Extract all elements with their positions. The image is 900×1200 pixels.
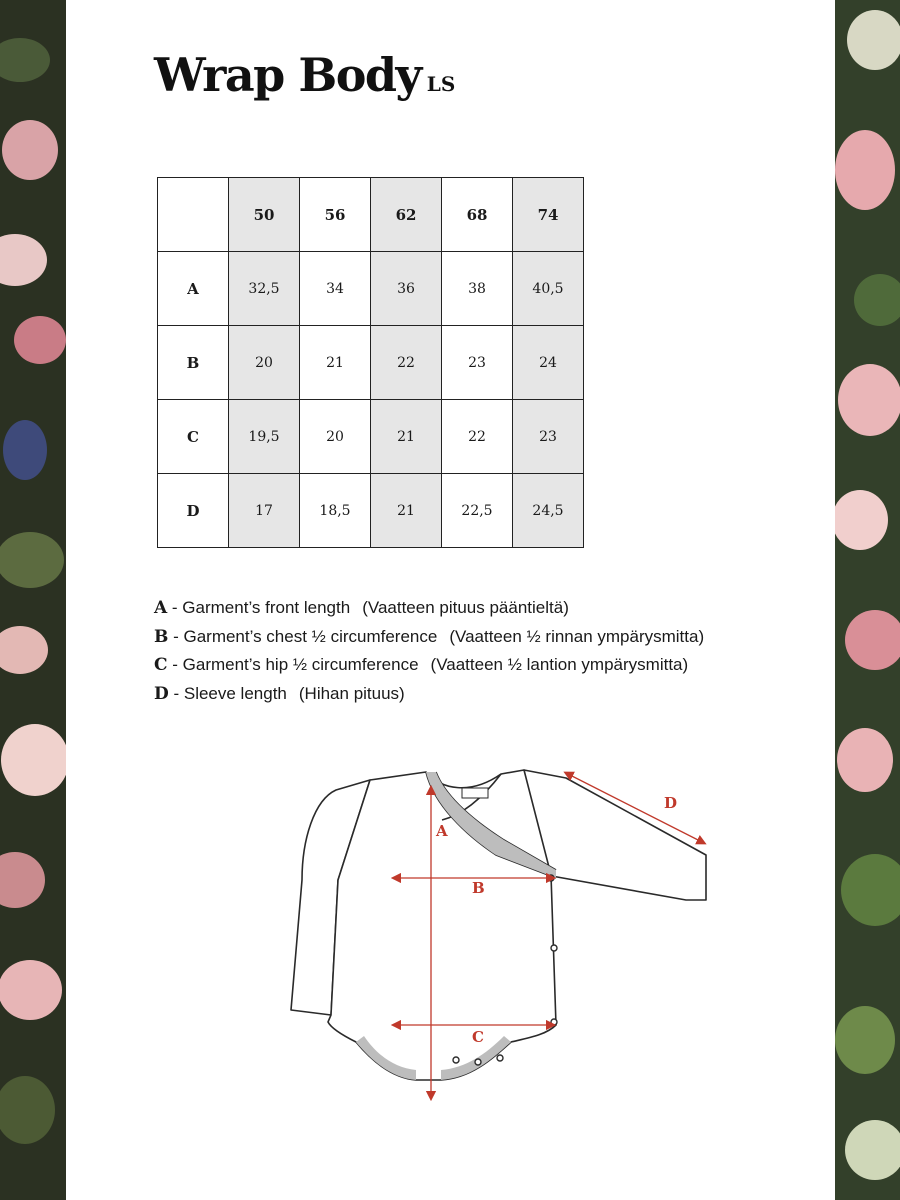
legend-letter: D <box>154 683 169 704</box>
size-header: 62 <box>371 178 442 252</box>
table-cell: 24 <box>513 326 584 400</box>
size-header: 68 <box>442 178 513 252</box>
floral-border-left <box>0 0 66 1200</box>
table-row <box>158 474 584 548</box>
table-cell: 22 <box>442 400 513 474</box>
measurement-legend <box>154 594 704 708</box>
table-row <box>158 252 584 326</box>
legend-translation: (Hihan pituus) <box>298 683 405 703</box>
brand-tag <box>462 788 488 798</box>
table-row <box>158 400 584 474</box>
size-header-row <box>158 178 584 252</box>
measure-label-b: B <box>472 879 485 897</box>
legend-letter: A <box>154 598 168 618</box>
table-cell: 40,5 <box>513 252 584 326</box>
title-main: Wrap Body <box>154 48 421 102</box>
table-cell: 18,5 <box>300 474 371 548</box>
garment-diagram <box>266 760 716 1110</box>
size-guide-page <box>66 0 835 1200</box>
floral-border-right <box>835 0 900 1200</box>
table-row <box>158 326 584 400</box>
table-cell: 17 <box>229 474 300 548</box>
table-cell: 36 <box>371 252 442 326</box>
measure-label-a: A <box>436 822 448 840</box>
legend-translation: (Vaatteen pituus pääntieltä) <box>362 598 569 617</box>
garment-outline <box>291 770 706 1080</box>
size-table <box>157 177 584 548</box>
measure-label-c: C <box>472 1028 484 1046</box>
table-cell: 20 <box>229 326 300 400</box>
table-cell: 23 <box>442 326 513 400</box>
measure-label-d: D <box>664 794 678 812</box>
legend-translation: (Vaatteen ½ lantion ympärysmitta) <box>430 655 689 675</box>
table-cell: 21 <box>300 326 371 400</box>
size-header: 74 <box>513 178 584 252</box>
legend-item <box>154 623 704 652</box>
table-cell: 21 <box>371 400 442 474</box>
size-header: 50 <box>229 178 300 252</box>
table-cell: 34 <box>300 252 371 326</box>
table-cell: 32,5 <box>229 252 300 326</box>
table-cell: 21 <box>371 474 442 548</box>
legend-item <box>154 651 704 680</box>
page-title <box>154 48 455 102</box>
size-header: 56 <box>300 178 371 252</box>
row-label: D <box>158 474 229 548</box>
table-cell: 19,5 <box>229 400 300 474</box>
legend-text: - Garment’s front length <box>167 598 351 617</box>
legend-translation: (Vaatteen ½ rinnan ympärysmitta) <box>449 626 705 646</box>
legend-item <box>154 594 704 623</box>
table-cell: 38 <box>442 252 513 326</box>
row-label: B <box>158 326 229 400</box>
legend-text: - Sleeve length <box>168 683 287 703</box>
legend-letter: C <box>154 655 168 676</box>
row-label: A <box>158 252 229 326</box>
row-label: C <box>158 400 229 474</box>
legend-text: - Garment’s chest ½ circumference <box>168 626 438 646</box>
table-cell: 20 <box>300 400 371 474</box>
table-cell: 22 <box>371 326 442 400</box>
legend-text: - Garment’s hip ½ circumference <box>167 655 419 675</box>
legend-item <box>154 680 704 709</box>
table-cell: 22,5 <box>442 474 513 548</box>
table-cell: 23 <box>513 400 584 474</box>
legend-letter: B <box>154 626 169 647</box>
corner-cell <box>158 178 229 252</box>
table-cell: 24,5 <box>513 474 584 548</box>
title-suffix: LS <box>426 72 456 96</box>
